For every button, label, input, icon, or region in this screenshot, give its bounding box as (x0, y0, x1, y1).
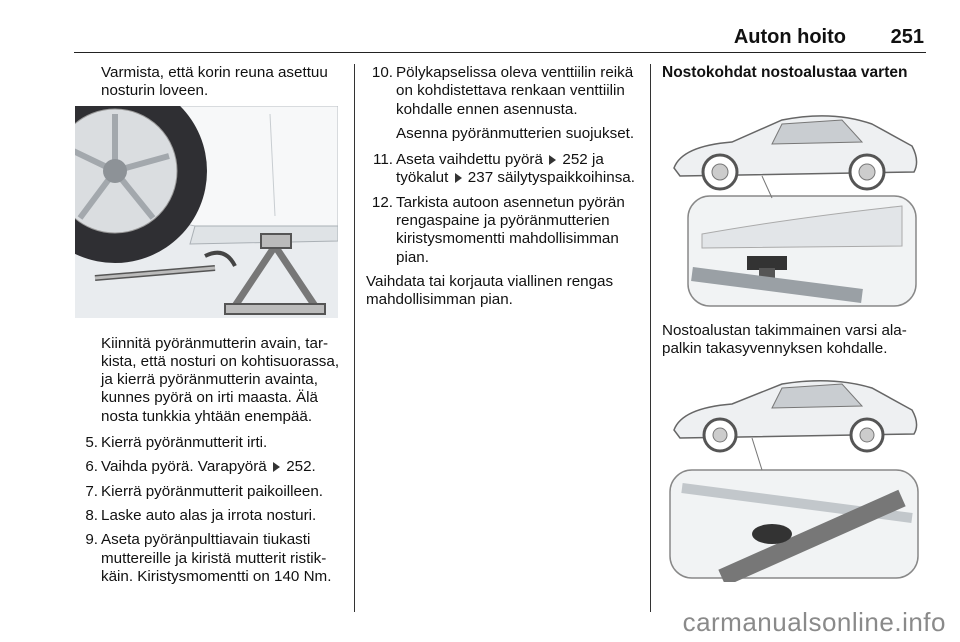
after-figure-text: Kiinnitä pyöränmutterin avain, tarkista, että nosturi on kohtisuorassa, ja kierrä pyöränmutterin avainta, kunnes pyörä on irti maasta. Älä nosta tunkkia yhtään enempää. (101, 334, 340, 425)
step-10: 10. Pölykapselissa oleva venttiilin reikä on kohdistettava renkaan venttiilin kohdalle ennen asennusta. (371, 64, 634, 118)
page-header (74, 26, 926, 53)
column-3 (662, 64, 926, 90)
figure-lift-rear (662, 378, 925, 582)
closing-text: Vaihdata tai korjauta viallinen rengas mahdollisimman pian. (366, 272, 614, 309)
step-11: 11. Aseta vaihdettu pyörä 252 ja työkalut 237 säilytyspaikkoihinsa. (373, 151, 635, 187)
figure-lift-front (662, 106, 925, 311)
step-10-extra: Asenna pyöränmutterien suojukset. (396, 124, 635, 142)
step-12: 12. Tarkista autoon asennetun pyörän rengaspaine ja pyöränmutterien kiristysmomentti mahdollisimman pian. (371, 193, 625, 266)
step-5: 5. Kierrä pyöränmutterit irti. (85, 434, 268, 452)
page-number: 251 (890, 26, 924, 48)
page-reference-icon (455, 173, 462, 183)
column-divider-2 (650, 64, 651, 612)
lift-caption: Nostoalustan takimmainen varsi alapalkin takasyvennyksen kohdalle. (662, 322, 907, 358)
intro-text: Varmista, että korin reuna asettuu nosturin loveen. (101, 64, 328, 100)
step-9: 9. Aseta pyöränpulttiavain tiukasti muttereille ja kiristä mutterit ristikkäin. Kiristysmomentti on 140 Nm. (85, 531, 332, 585)
column-3-caption (662, 322, 926, 367)
step-8: 8. Laske auto alas ja irrota nosturi. (85, 506, 317, 524)
column-divider-1 (354, 64, 355, 612)
page-reference-icon (273, 462, 280, 472)
step-7: 7. Kierrä pyöränmutterit paikoilleen. (85, 482, 324, 500)
section-title: Auton hoito (733, 26, 846, 48)
figure-jack (75, 106, 338, 318)
section-heading: Nostokohdat nostoalustaa varten (662, 64, 908, 81)
step-6: 6. Vaihda pyörä. Varapyörä 252. (85, 458, 316, 476)
watermark: carmanualsonline.info (682, 607, 946, 637)
column-2 (366, 64, 638, 318)
page-reference-icon (549, 155, 556, 165)
